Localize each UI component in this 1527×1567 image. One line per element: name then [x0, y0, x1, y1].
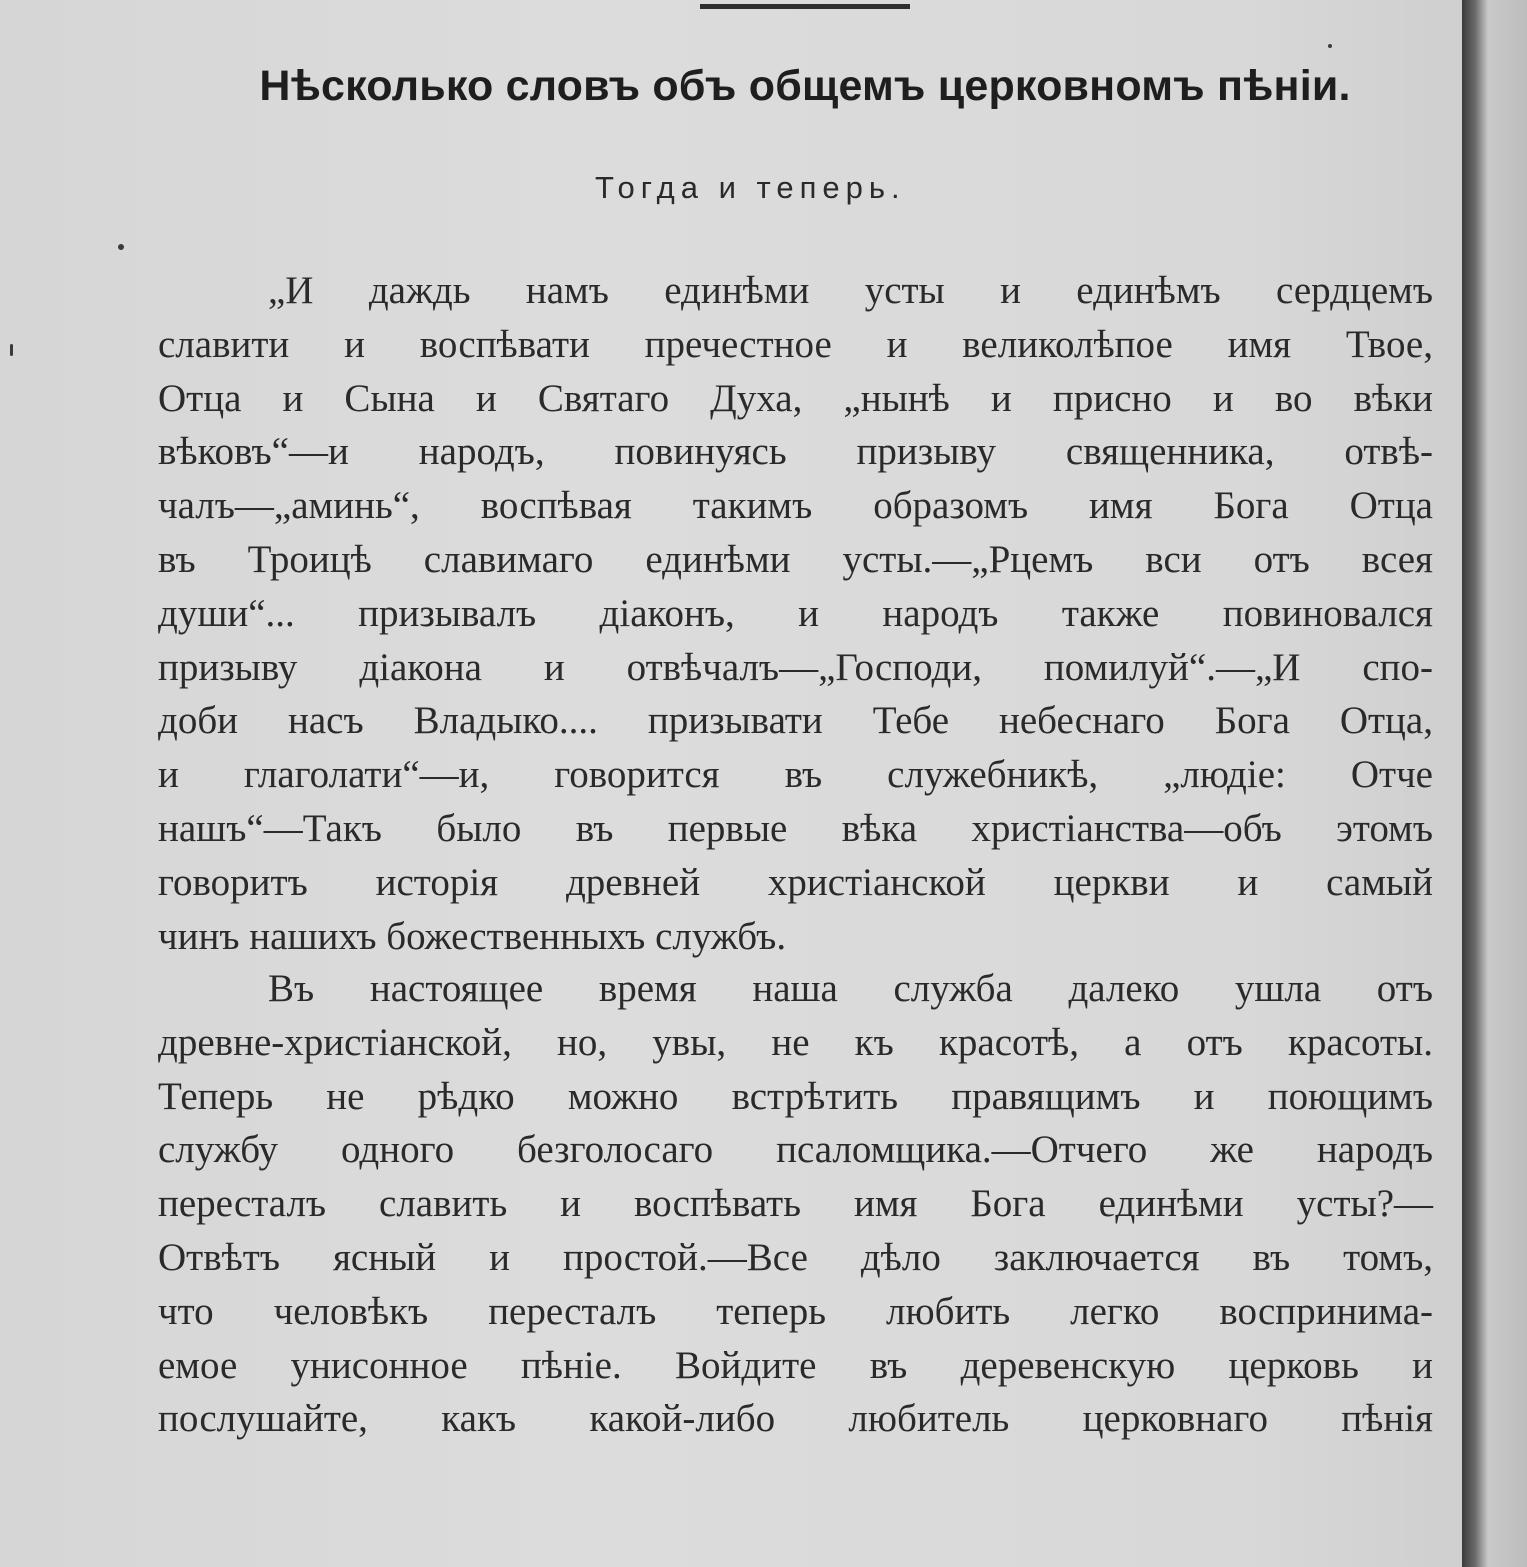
- article-subtitle: Тогда и теперь.: [595, 170, 906, 205]
- text-line: Теперь не рѣдко можно встрѣтить правящимъ и поющимъ: [158, 1074, 1433, 1118]
- text-line: души“... призывалъ діаконъ, и народъ также повиновался: [158, 591, 1433, 635]
- text-line: послушайте, какъ какой-либо любитель церковнаго пѣнія: [158, 1397, 1433, 1441]
- text-line: Отвѣтъ ясный и простой.—Все дѣло заключается въ томъ,: [158, 1235, 1433, 1279]
- text-line: службу одного безголосаго псаломщика.—Отчего же народъ: [158, 1128, 1433, 1172]
- article-title: Нѣсколько словъ объ общемъ церковномъ пѣніи.: [259, 62, 1351, 110]
- text-line: и глаголати“—и, говорится въ служебникѣ, „людіе: Отче: [158, 753, 1433, 797]
- paragraph-2: [158, 962, 1433, 1446]
- ink-speck: [1328, 44, 1332, 48]
- text-line: чалъ—„аминь“, воспѣвая такимъ образомъ имя Бога Отца: [158, 484, 1433, 528]
- text-line: древне-христіанской, но, увы, не къ красотѣ, а отъ красоты.: [158, 1020, 1433, 1064]
- text-line: въ Троицѣ славимаго единѣми усты.—„Рцемъ вси отъ всея: [158, 537, 1433, 581]
- page-binding-edge: [1462, 0, 1527, 1567]
- text-line: говоритъ исторія древней христіанской церкви и самый: [158, 860, 1433, 904]
- text-line: что человѣкъ пересталъ теперь любить легко воспринима-: [158, 1289, 1433, 1333]
- ink-speck: [10, 344, 13, 356]
- text-line: „И даждь намъ единѣми усты и единѣмъ сердцемъ: [268, 269, 1433, 312]
- text-line: доби насъ Владыко.... призывати Тебе небеснаго Бога Отца,: [158, 699, 1433, 743]
- text-line: призыву діакона и отвѣчалъ—„Господи, помилуй“.—„И спо-: [158, 645, 1433, 689]
- text-line: нашъ“—Такъ было въ первые вѣка христіанства—объ этомъ: [158, 806, 1433, 850]
- ink-speck: [118, 244, 124, 250]
- paragraph-1: [158, 264, 1433, 963]
- text-line: пересталъ славить и воспѣвать имя Бога единѣми усты?—: [158, 1182, 1433, 1226]
- text-line: чинъ нашихъ божественныхъ службъ.: [158, 914, 787, 958]
- text-line: вѣковъ“—и народъ, повинуясь призыву священника, отвѣ-: [158, 430, 1433, 474]
- text-line: емое унисонное пѣніе. Войдите въ деревенскую церковь и: [158, 1343, 1433, 1387]
- header-rule: [700, 4, 910, 9]
- text-line: славити и воспѣвати пречестное и великолѣпое имя Твое,: [158, 322, 1433, 366]
- text-line: Въ настоящее время наша служба далеко ушла отъ: [268, 967, 1433, 1010]
- text-line: Отца и Сына и Святаго Духа, „нынѣ и присно и во вѣки: [158, 376, 1433, 420]
